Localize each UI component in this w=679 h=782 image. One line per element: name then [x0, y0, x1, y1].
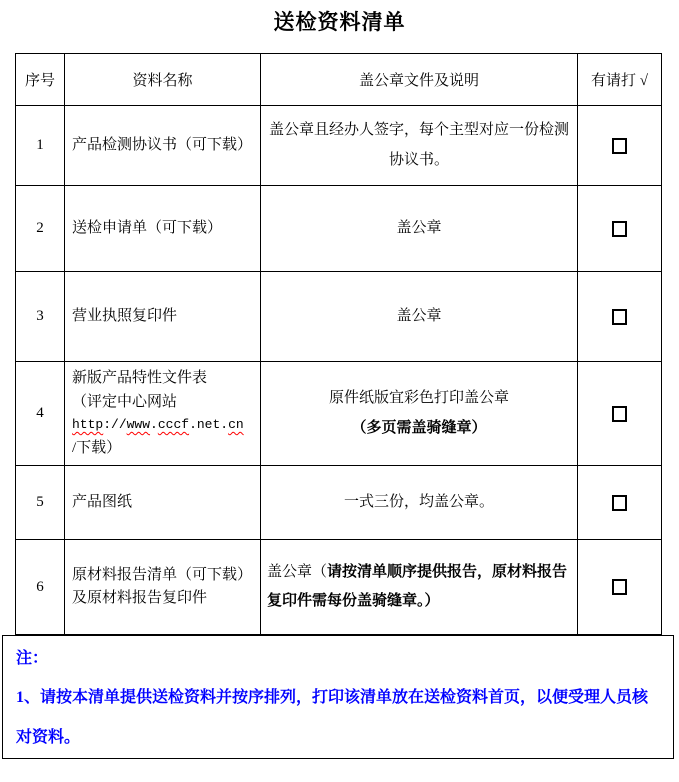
page-title: 送检资料清单: [273, 10, 406, 34]
row-number: 2: [16, 186, 65, 272]
table-row-4: [16, 362, 662, 466]
material-name: 产品检测协议书（可下载）: [65, 106, 261, 186]
seal-instructions: 盖公章且经办人签字，每个主型对应一份检测协议书。: [261, 106, 578, 186]
material-name: 原材料报告清单（可下载）及原材料报告复印件: [65, 540, 261, 635]
material-name-line: （评定中心网站: [72, 393, 178, 410]
seal-instructions: 盖公章: [261, 186, 578, 272]
material-name: 营业执照复印件: [65, 272, 261, 362]
row-number: 4: [16, 362, 65, 466]
table-row-2: [16, 186, 662, 272]
checkbox[interactable]: [612, 579, 627, 595]
col-header-seal: 盖公章文件及说明: [261, 54, 578, 106]
seal-instruction-bold: 请按清单顺序提供报告，原材料报告复印件需每份盖骑缝章。）: [267, 563, 568, 609]
checkbox[interactable]: [612, 495, 627, 511]
seal-instructions: 一式三份，均盖公章。: [261, 466, 578, 540]
row-number: 3: [16, 272, 65, 362]
checkbox-cell: [578, 186, 662, 272]
note-label: 注：: [16, 650, 49, 667]
checkbox-cell: [578, 540, 662, 635]
table-row-6: [16, 540, 662, 635]
material-name: 产品图纸: [65, 466, 261, 540]
checkbox[interactable]: [612, 309, 627, 325]
checkbox-cell: [578, 272, 662, 362]
note-line-1: 1、请按本清单提供送检资料并按序排列，打印该清单放在送检资料首页，以便受理人员核对资料。: [16, 689, 649, 746]
checkbox[interactable]: [612, 138, 627, 154]
col-header-name: 资料名称: [65, 54, 261, 106]
seal-instructions: 盖公章: [261, 272, 578, 362]
table-row-5: [16, 466, 662, 540]
website-url: http://www.cccf.net.cn: [72, 416, 244, 432]
checkbox-cell: [578, 106, 662, 186]
checkbox[interactable]: [612, 221, 627, 237]
seal-instruction-prefix: 盖公章（: [267, 563, 328, 580]
material-name: [65, 362, 261, 466]
table-row-1: [16, 106, 662, 186]
checkbox-cell: [578, 362, 662, 466]
checkbox[interactable]: [612, 406, 627, 422]
seal-instructions: [261, 540, 578, 635]
col-header-check: 有请打 √: [578, 54, 662, 106]
seal-instruction-bold-line: （多页需盖骑缝章）: [351, 419, 487, 436]
table-header-row: [16, 54, 662, 106]
table-row-3: [16, 272, 662, 362]
row-number: 5: [16, 466, 65, 540]
checkbox-cell: [578, 466, 662, 540]
row-number: 6: [16, 540, 65, 635]
row-number: 1: [16, 106, 65, 186]
material-name: 送检申请单（可下载）: [65, 186, 261, 272]
notes-section: [2, 635, 674, 759]
material-name-line: 新版产品特性文件表: [72, 370, 208, 387]
seal-instructions: [261, 362, 578, 466]
materials-table: [15, 53, 662, 635]
seal-instruction-line: 原件纸版宜彩色打印盖公章: [328, 390, 509, 407]
col-header-no: 序号: [16, 54, 65, 106]
material-name-line: /下载）: [72, 439, 122, 456]
